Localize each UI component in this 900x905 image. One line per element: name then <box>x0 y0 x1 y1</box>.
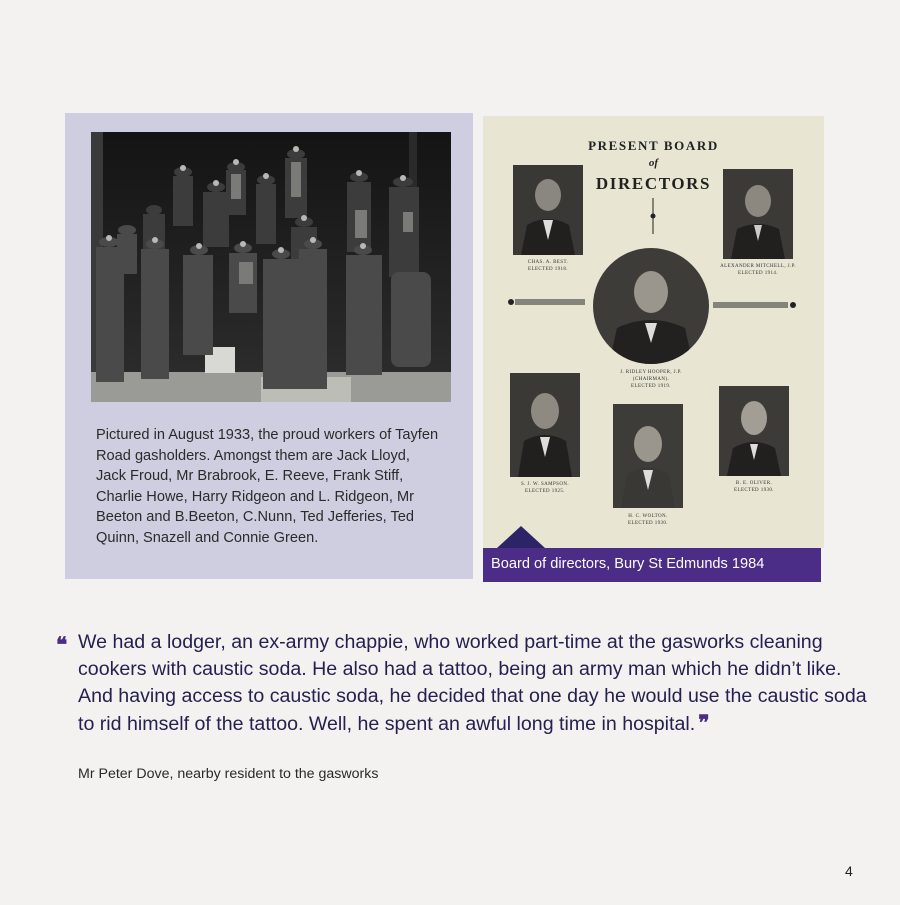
director-name-mitchell: ALEXANDER MITCHELL, J.P. <box>720 264 796 269</box>
quote-attribution: Mr Peter Dove, nearby resident to the gasworks <box>78 766 379 782</box>
workers-photograph <box>91 132 451 402</box>
workers-photo-panel <box>65 113 473 579</box>
director-portrait-mitchell <box>723 169 793 259</box>
resident-quote <box>56 629 868 738</box>
board-heading-line1: PRESENT BOARD <box>588 138 719 153</box>
director-elected-best: ELECTED 1918. <box>528 267 568 272</box>
workers-photo-caption: Pictured in August 1933, the proud workers of Tayfen Road gasholders. Amongst them are Jack Lloyd, Jack Froud, Mr Brabrook, E. Reeve, Frank Stiff, Charlie Howe, Harry Ridgeon and L. Ridgeon, Mr Beeton and B.Beeton, C.Nunn, Ted Jefferies, Ted Quinn, Snazell and Connie Green. <box>96 427 439 546</box>
board-caption-bar <box>483 548 821 582</box>
divider-ornament-right <box>713 299 798 311</box>
director-portrait-best <box>513 165 583 255</box>
divider-ornament-vertical <box>647 198 659 234</box>
director-name-hooper: J. RIDLEY HOOPER, J.P. <box>620 370 682 375</box>
director-portrait-sampson <box>510 373 580 477</box>
director-name-best: CHAS. A. BEST. <box>527 260 569 265</box>
director-elected-wolton: ELECTED 1930. <box>628 521 668 526</box>
board-heading-line3: DIRECTORS <box>595 174 712 193</box>
caption-tab-triangle <box>497 526 545 548</box>
director-name-wolton: H. C. WOLTON. <box>628 514 668 519</box>
director-role-hooper: (CHAIRMAN). <box>632 377 670 382</box>
director-portrait-wolton <box>613 404 683 508</box>
director-elected-mitchell: ELECTED 1914. <box>738 271 778 276</box>
open-quote-mark: ❝ <box>56 632 68 657</box>
director-name-oliver: B. E. OLIVER. <box>735 481 773 486</box>
director-portrait-hooper <box>593 248 709 364</box>
board-heading-line2: of <box>648 157 659 169</box>
page-number: 4 <box>845 863 853 879</box>
close-quote-mark: ❞ <box>698 709 710 735</box>
director-name-sampson: S. J. W. SAMPSON. <box>520 482 570 487</box>
director-elected-sampson: ELECTED 1925. <box>525 489 565 494</box>
director-elected-hooper: ELECTED 1919. <box>631 384 671 389</box>
divider-ornament-left <box>507 296 587 308</box>
board-caption-text: Board of directors, Bury St Edmunds 1984 <box>491 556 765 572</box>
director-elected-oliver: ELECTED 1930. <box>734 488 774 493</box>
board-of-directors-image <box>483 116 824 548</box>
quote-text: We had a lodger, an ex-army chappie, who worked part-time at the gasworks cleaning cookers with caustic soda. He also had a tattoo, being an army man which he didn’t like. And having access to caustic soda, he decided that one day he would use the caustic soda to rid himself of the tattoo. Well, he spent an awful long time in hospital. <box>78 631 867 735</box>
director-portrait-oliver <box>719 386 789 476</box>
